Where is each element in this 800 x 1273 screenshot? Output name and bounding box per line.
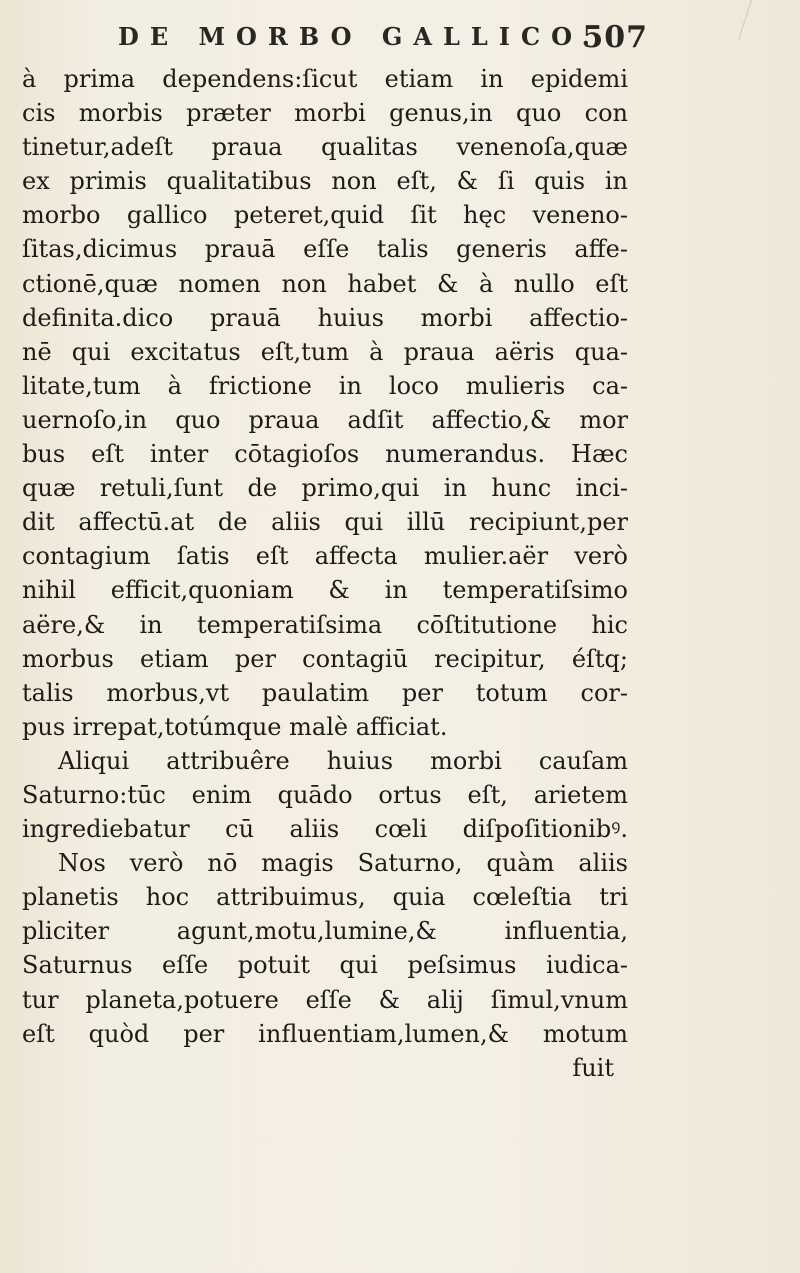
- text-line: à prima dependens:ſicut etiam in epidemi: [22, 65, 628, 93]
- page-corner-edge: [738, 0, 800, 40]
- text-line: ctionē,quæ nomen non habet & à nullo eſt: [22, 269, 628, 298]
- text-line: tur planeta,potuere eſſe & alij ſimul,vnum: [22, 985, 628, 1014]
- text-line: dit affectū.at de aliis qui illū recipiunt,per: [22, 508, 628, 537]
- text-line: tinetur,adeſt praua qualitas venenoſa,quæ: [22, 133, 628, 162]
- page-number: 507: [582, 20, 648, 55]
- text-line: morbus etiam per contagiū recipitur, éſtq;: [22, 644, 628, 673]
- text-line: Saturnus eſſe potuit qui peſsimus iudica-: [22, 951, 628, 980]
- text-line: contagium ſatis eſt affecta mulier.aër verò: [22, 542, 628, 571]
- text-line: litate,tum à frictione in loco mulieris ca-: [22, 371, 628, 400]
- text-line: ex primis qualitatibus non eſt, & ſi quis in: [22, 167, 628, 196]
- text-line: quæ retuli,ſunt de primo,qui in hunc inci-: [22, 474, 628, 503]
- text-line: Saturno:tūc enim quādo ortus eſt, arietem: [22, 780, 628, 809]
- text-line: morbo gallico peteret,quid ſit hęc veneno-: [22, 201, 628, 230]
- catchword: fuit: [572, 1053, 614, 1082]
- text-line: ſitas,dicimus prauā eſſe talis generis affe-: [22, 235, 628, 264]
- body-text: [22, 62, 628, 1085]
- running-head: [118, 20, 648, 60]
- text-line: definita.dico prauā huius morbi affectio-: [22, 303, 628, 332]
- text-line-paragraph-start: Nos verò nō magis Saturno, quàm aliis: [58, 849, 628, 878]
- text-line-paragraph-end: pus irrepat,totúmque malè afficiat.: [22, 712, 448, 741]
- text-line: bus eſt inter cōtagioſos numerandus. Hæc: [22, 440, 628, 469]
- text-line: pliciter agunt,motu,lumine,& influentia,: [22, 917, 628, 946]
- text-line: uernoſo,in quo praua adſit affectio,& mor: [22, 405, 628, 434]
- text-line: aëre,& in temperatiſsima cōſtitutione hic: [22, 610, 628, 639]
- text-line: nihil efficit,quoniam & in temperatiſsimo: [22, 576, 628, 605]
- text-line: cis morbis præter morbi genus,in quo con: [22, 99, 628, 128]
- text-line-paragraph-start: Aliqui attribuêre huius morbi cauſam: [58, 746, 628, 775]
- text-line: ingrediebatur cū aliis cœli diſpoſitionibꝰ.: [22, 815, 628, 844]
- text-line: nē qui excitatus eſt,tum à praua aëris qua-: [22, 337, 628, 366]
- text-line: eſt quòd per influentiam,lumen,& motum: [22, 1019, 628, 1048]
- running-title: DE MORBO GALLICO.: [118, 22, 601, 51]
- text-line: planetis hoc attribuimus, quia cœleſtia tri: [22, 883, 628, 912]
- text-line: talis morbus,vt paulatim per totum cor-: [22, 678, 628, 707]
